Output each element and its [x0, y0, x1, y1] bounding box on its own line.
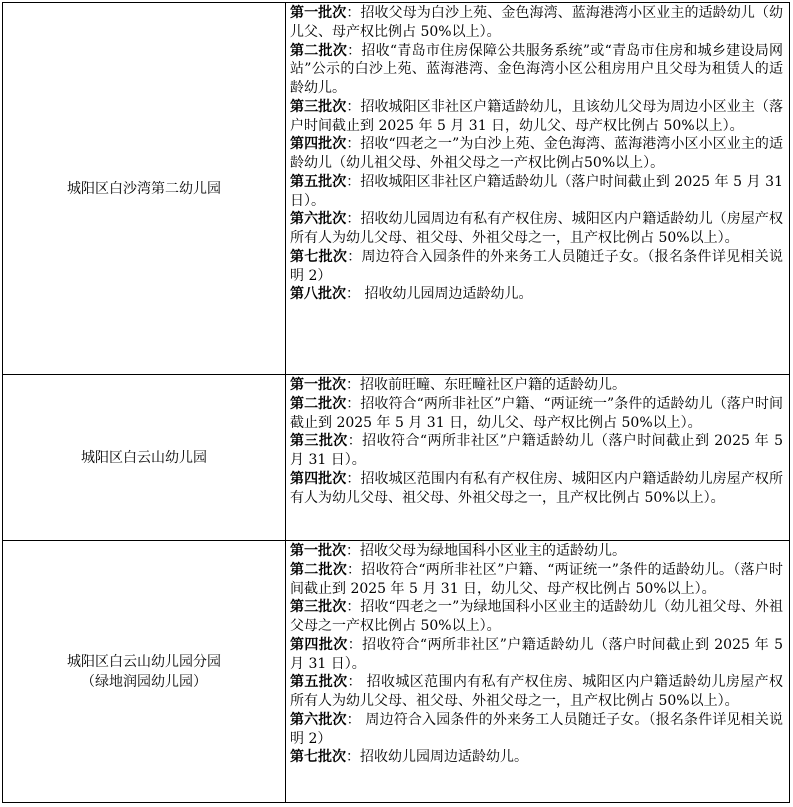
admission-batch: [290, 636, 783, 674]
batch-label: 第一批次: [290, 5, 347, 21]
admission-batch: [290, 542, 783, 561]
batch-label: 第二批次: [290, 561, 348, 578]
batch-text: ： 周边符合入园条件的外来务工人员随迁子女。（报名条件详见相关说明 2）: [290, 711, 784, 747]
batch-text: ：招收符合“两所非社区”户籍、“两证统一”条件的适龄幼儿。（落户时间截止到 2025 年 5 月 31 日，幼儿父、母产权比例占 50%以上）。: [290, 561, 783, 597]
kindergarten-name-cell: [3, 3, 286, 375]
batch-text: ：招收“四老之一”为绿地国科小区业主的适龄幼儿（幼儿祖父母、外祖父母之一产权比例占 50%以上）。: [290, 599, 783, 634]
batch-text: ：招收父母为白沙上苑、金色海湾、蓝海港湾小区业主的适龄幼儿（幼儿父、母产权比例占 50%以上）。: [290, 5, 784, 40]
batch-text: ： 招收幼儿园周边适龄幼儿。: [346, 286, 533, 303]
kindergarten-name: （绿地润园幼儿园）: [81, 673, 207, 690]
batch-label: 第五批次: [290, 674, 348, 691]
batch-label: 第四批次: [290, 136, 347, 153]
admission-batch: [290, 432, 783, 470]
admission-batch: [290, 285, 783, 304]
admission-batch: [290, 4, 783, 42]
batch-label: 第七批次: [290, 248, 348, 265]
batch-text: ：招收符合“两所非社区”户籍、“两证统一”条件的适龄幼儿（落户时间截止到 2025 年 5 月 31 日，幼儿父、母产权比例占 50%以上）。: [290, 395, 783, 431]
admission-rules-cell: [286, 375, 790, 541]
admission-batch: [290, 470, 783, 508]
kindergarten-name-cell: [3, 375, 286, 541]
admission-batch: [290, 711, 783, 749]
batch-label: 第八批次: [290, 286, 346, 303]
table-body: [3, 3, 790, 803]
admission-batch: [290, 42, 783, 98]
admission-batch: [290, 376, 783, 395]
admission-batch: [290, 248, 783, 286]
batch-text: ：招收城区范围内有私有产权住房、城阳区内户籍适龄幼儿房屋产权所有人为幼儿父母、祖父母、外祖父母之一，且产权比例占 50%以上）。: [290, 470, 784, 506]
admission-batch: [290, 135, 783, 173]
batch-label: 第二批次: [290, 395, 347, 412]
admission-batch: [290, 748, 783, 767]
admission-batch: [290, 395, 783, 433]
admission-rules-cell: [286, 541, 790, 803]
batch-label: 第五批次: [290, 173, 347, 190]
kindergarten-name: 城阳区白云山幼儿园: [81, 449, 207, 466]
table-row: [3, 375, 790, 541]
batch-label: 第一批次: [290, 377, 346, 393]
batch-label: 第四批次: [290, 470, 347, 487]
admissions-table: [2, 2, 790, 803]
batch-text: ：招收前旺疃、东旺疃社区户籍的适龄幼儿。: [346, 377, 626, 393]
kindergarten-name: 城阳区白沙湾第二幼儿园: [67, 180, 221, 197]
batch-label: 第三批次: [290, 98, 347, 115]
batch-text: ：招收符合“两所非社区”户籍适龄幼儿（落户时间截止到 2025 年 5 月 31 日）。: [290, 433, 784, 468]
admission-batch: [290, 598, 783, 636]
batch-label: 第七批次: [290, 749, 346, 766]
table-row: [3, 541, 790, 803]
batch-text: ：招收“青岛市住房保障公共服务系统”或“青岛市住房和城乡建设局网站”公示的白沙上苑、蓝海港湾、金色海湾小区公租房用户且父母为租赁人的适龄幼儿。: [290, 42, 783, 96]
admission-rules-cell: [286, 3, 790, 375]
batch-label: 第六批次: [290, 211, 347, 228]
batch-text: ：招收城阳区非社区户籍适龄幼儿，且该幼儿父母为周边小区业主（落户时间截止到 2025 年 5 月 31 日，幼儿父、母产权比例占 50%以上）。: [290, 98, 784, 134]
batch-label: 第六批次: [290, 711, 347, 728]
admission-batch: [290, 561, 783, 599]
batch-label: 第三批次: [290, 599, 347, 616]
batch-text: ：周边符合入园条件的外来务工人员随迁子女。（报名条件详见相关说明 2）: [290, 248, 784, 284]
table-row: [3, 3, 790, 375]
batch-label: 第三批次: [290, 433, 348, 450]
batch-text: ： 招收城区范围内有私有产权住房、城阳区内户籍适龄幼儿房屋产权所有人为幼儿父母、祖父母、外祖父母之一，且产权比例占 50%以上）。: [290, 674, 784, 709]
batch-text: ：招收“四老之一”为白沙上苑、金色海湾、蓝海港湾小区小区业主的适龄幼儿（幼儿祖父母、外祖父母之一产权比例占50%以上）。: [290, 136, 783, 171]
batch-text: ：招收幼儿园周边有私有产权住房、城阳区内户籍适龄幼儿（房屋产权所有人为幼儿父母、祖父母、外祖父母之一，且产权比例占 50%以上）。: [290, 211, 784, 246]
admission-batch: [290, 98, 783, 136]
kindergarten-name: 城阳区白云山幼儿园分园: [67, 653, 221, 670]
admission-batch: [290, 210, 783, 248]
batch-label: 第一批次: [290, 543, 346, 559]
batch-text: ：招收父母为绿地国科小区业主的适龄幼儿。: [346, 543, 626, 559]
batch-text: ：招收城阳区非社区户籍适龄幼儿（落户时间截止到 2025 年 5 月 31 日）。: [290, 173, 783, 209]
batch-text: ：招收符合“两所非社区”户籍适龄幼儿（落户时间截止到 2025 年 5 月 31 日）。: [290, 636, 784, 672]
admission-batch: [290, 173, 783, 211]
batch-text: ：招收幼儿园周边适龄幼儿。: [346, 749, 528, 766]
batch-label: 第二批次: [290, 42, 348, 59]
kindergarten-name-cell: [3, 541, 286, 803]
batch-label: 第四批次: [290, 636, 348, 653]
admission-batch: [290, 673, 783, 711]
